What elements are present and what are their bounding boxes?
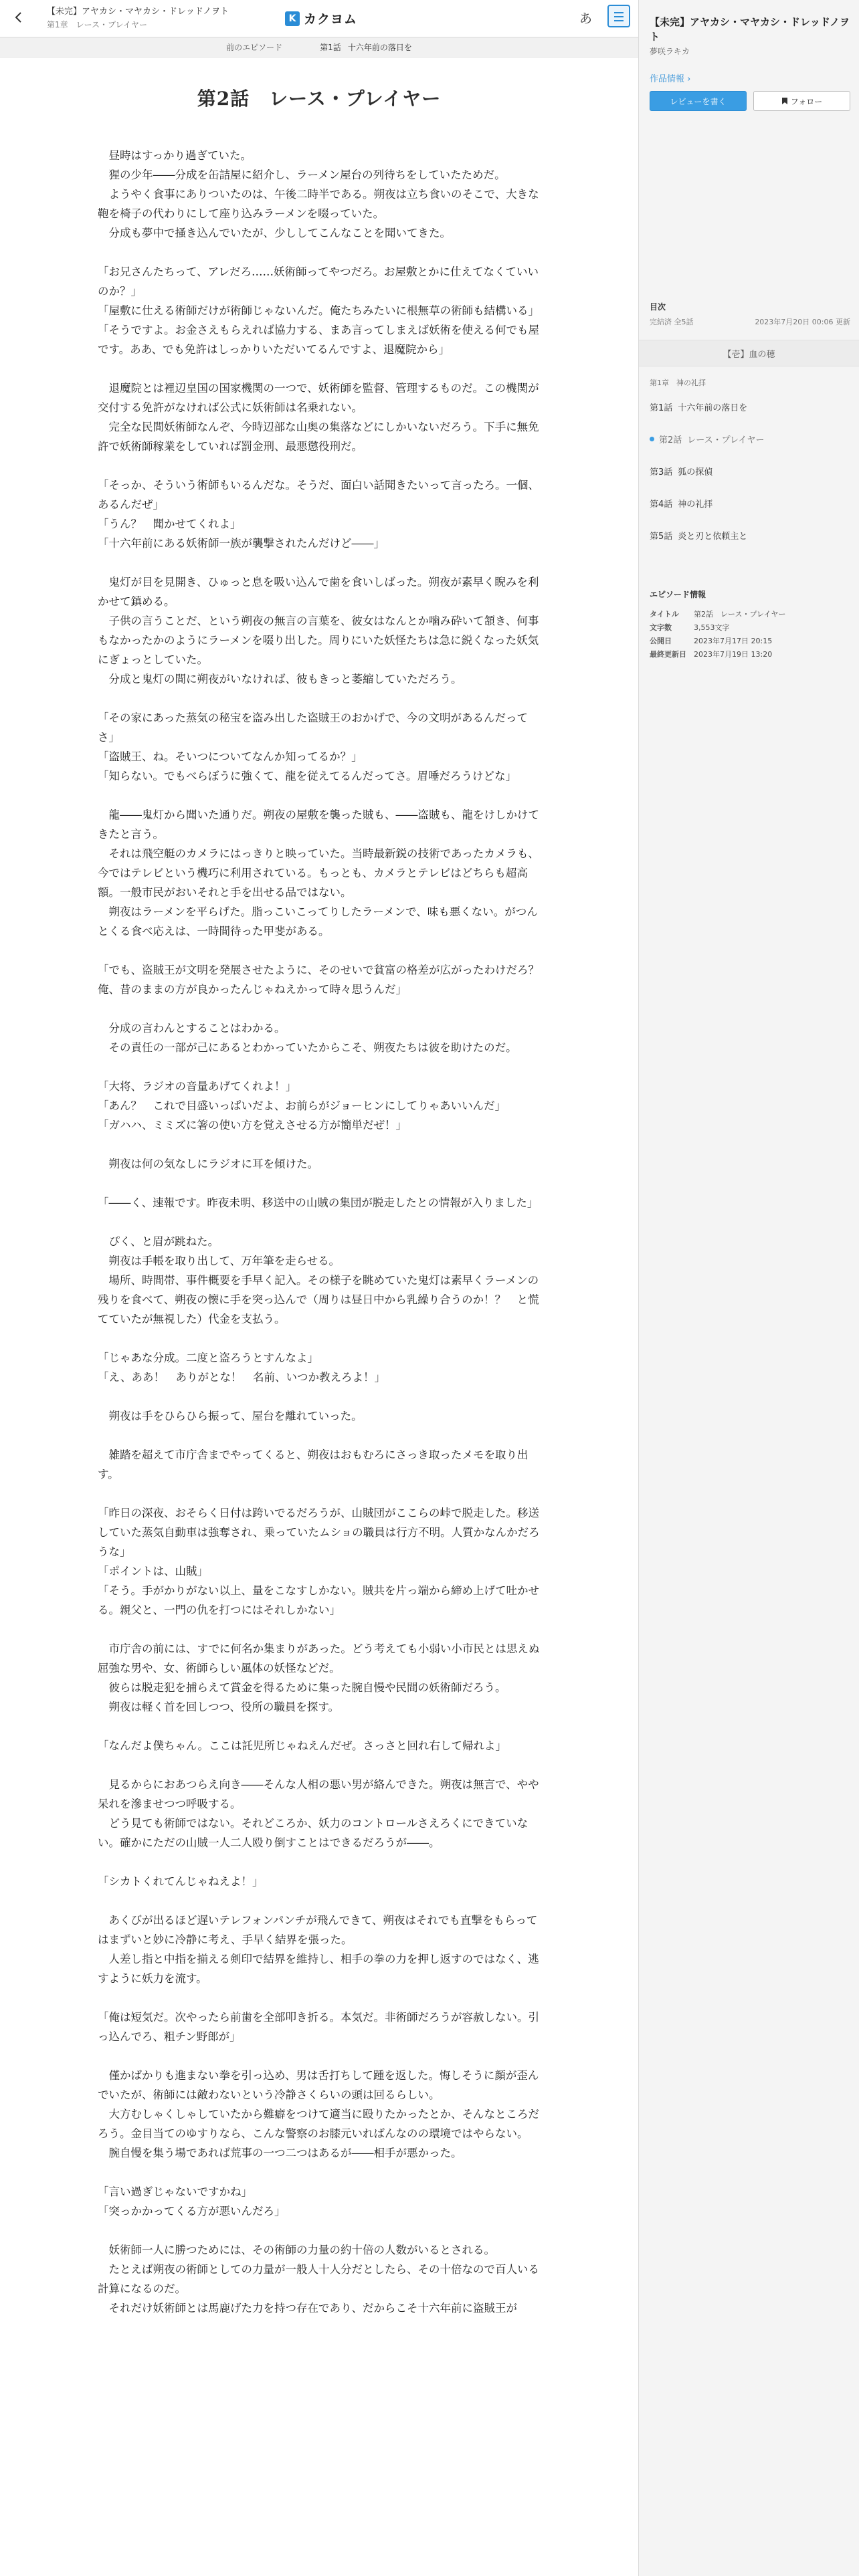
toc-updated: 2023年7月20日 00:06 更新 [755,318,850,326]
body-paragraph: 「俺は短気だ。次やったら前歯を全部叩き折る。本気だ。非術師だろうが容赦しない。引っ込んでろ、粗チン野郎が」 [98,2011,539,2043]
body-paragraph: 「昨日の深夜、おそらく日付は跨いでるだろうが、山賊団がここらの峠で脱走した。移送していた蒸気自動車は強奪され、乗っていたムショの職員は行方不明。人質かなんかだろうな」 [98,1507,540,1558]
toc-episode-list [639,391,859,551]
toc-episode-title: 神の礼拝 [678,499,713,510]
font-size-button[interactable]: あ [579,11,593,26]
current-episode-title: 十六年前の落日を [347,43,412,52]
logo-text: カクヨム [304,12,358,27]
toc-episode-num: 第1話 [650,403,673,413]
site-logo[interactable] [285,9,357,27]
menu-icon-bar [614,16,624,17]
body-paragraph: 彼らは脱走犯を捕らえて賞金を得るために集った腕自慢や民間の妖術師だろう。 [98,1681,506,1694]
episode-title: 第2話 レース・プレイヤー [197,88,442,110]
toc-episode-num: 第2話 [659,435,682,445]
body-paragraph: 「シカトくれてんじゃねえよ！」 [98,1875,264,1888]
body-paragraph: たとえば朔夜の術師としての力量が一般人十人分だとしたら、その十倍なので百人いる計算になるのだ。 [98,2263,539,2295]
work-info-label: 作品情報 [650,74,685,84]
current-episode-dot-icon [650,437,654,441]
toc-episode-num: 第5話 [650,531,673,542]
work-info-link[interactable] [650,72,850,84]
episode-info-value: 2023年7月19日 13:20 [694,650,773,659]
blank-line [98,941,541,960]
episode-info-value: 第2話 レース・プレイヤー [694,610,786,619]
toc-volume[interactable]: 【壱】血の穂 [639,340,859,366]
body-paragraph: 妖術師一人に勝つためには、その術師の力量の約十倍の人数がいるとされる。 [98,2244,495,2256]
episode-info-key: 最終更新日 [650,650,686,659]
blank-line [98,456,541,475]
blank-line [98,1057,541,1077]
toc-episode-item[interactable] [639,519,859,551]
episode-info-row [650,621,785,635]
body-paragraph: 「そっか、そういう術師もいるんだな。そうだ、面白い話聞きたいって言ったろ。一個、あるんだぜ」 [98,479,539,511]
toc-episode-title: レース・プレイヤー [687,435,765,445]
toc-heading: 目次 [650,302,666,312]
header-episode-label: 第1章 レース・プレイヤー [47,20,147,29]
prev-episode-link[interactable]: 前のエピソード [226,43,283,52]
toc-episode-title: 狐の探偵 [678,467,713,477]
blank-line [98,1212,541,1232]
blank-line [98,243,541,262]
blank-line [98,359,541,379]
body-paragraph: 鬼灯が目を見開き、ひゅっと息を吸い込んで歯を食いしばった。朔夜が素早く睨みを利かせて鎮める。 [98,576,539,608]
review-button-label: レビューを書く [670,96,727,106]
body-paragraph: 分成の言わんとすることはわかる。 [98,1022,286,1035]
body-paragraph: 「盗賊王、ね。そいつについてなんか知ってるか？」 [98,750,363,763]
body-paragraph: 大方むしゃくしゃしていたから難癖をつけて適当に殴りたかったとか、そんなところだろう。金目当てのゆすりなら、こんな警察のお膝元いればんなのの環境ではやらない。 [98,2108,539,2140]
body-paragraph: 「突っかかってくる方が悪いんだろ」 [98,2205,286,2218]
body-paragraph: 龍――鬼灯から聞いた通りだ。朔夜の屋敷を襲った賊も、――盗賊も、龍をけしかけてきたと言う。 [98,809,539,841]
episode-info-table [650,608,785,661]
body-paragraph: それだけ妖術師とは馬鹿げた力を持つ存在であり、だからこそ十六年前に盗賊王が [98,2302,517,2315]
body-paragraph: 完全な民間妖術師なんぞ、今時辺部な山奥の集落などにしかいないだろう。下手に無免許で妖術師稼業をしていれば罰金刑、最悪懲役刑だ。 [98,421,539,453]
body-paragraph: 「そう。手がかりがない以上、量をこなすしかない。賊共を片っ端から締め上げて吐かせる。親父と、一門の仇を打つにはそれしかない」 [98,1584,539,1616]
blank-line [98,786,541,805]
body-paragraph: 市庁舎の前には、すでに何名か集まりがあった。どう考えても小弱い小市民とは思えぬ屈強な男や、女、術師らしい風体の妖怪などだ。 [98,1642,540,1675]
sidebar-work [650,15,850,84]
body-paragraph: 猩の少年――分成を缶詰屋に紹介し、ラーメン屋台の列待ちをしていたためだ。 [98,169,506,181]
body-paragraph: 「十六年前にある妖術師一族が襲撃されたんだけど――」 [98,537,385,550]
toc-episode-title: 炎と刃と依頼主と [678,531,748,542]
body-paragraph: あくびが出るほど遅いテレフォンパンチが飛んできて、朔夜はそれでも直撃をもらってはまずいと妙に冷静に考え、手早く結界を張った。 [98,1914,538,1946]
toc-episode-title: 十六年前の落日を [678,403,748,413]
episode-info-value: 2023年7月17日 20:15 [694,637,773,645]
episode-body [98,146,551,2318]
episode-info [650,588,850,661]
episode-nav [0,37,638,58]
menu-icon-bar [614,12,624,13]
sidebar-actions [650,91,850,111]
blank-line [98,1135,541,1154]
menu-button[interactable] [607,5,630,27]
episode-info-row [650,648,785,661]
episode-info-key: 公開日 [650,637,672,645]
body-paragraph: 「え、ああ！ ありがとな！ 名前、いつか教えろよ！」 [98,1371,385,1384]
episode-info-value: 3,553文字 [694,623,730,632]
blank-line [98,1988,541,2008]
header-work-title[interactable]: 【未完】アヤカシ・マヤカシ・ドレッドノヲト [47,7,229,17]
body-paragraph: 場所、時間帯、事件概要を手早く記入。その様子を眺めていた鬼灯は素早くラーメンの残りを食べて、朔夜の懐に手を突っ込んで（周りは昼日中から乳繰り合うのか！？ と慌てていたが無視した）代金を支払う。 [98,1274,539,1325]
body-paragraph: ようやく食事にありついたのは、午後二時半である。朔夜は立ち食いのそこで、大きな鞄を椅子の代わりにして座り込みラーメンを啜っていた。 [98,188,539,220]
body-paragraph: 「大将、ラジオの音量あげてくれよ！」 [98,1080,296,1093]
body-paragraph: ぴく、と眉が跳ねた。 [98,1235,219,1248]
bookmark-icon [781,97,788,105]
body-paragraph: 退魔院とは裡辺皇国の国家機関の一つで、妖術師を監督、管理するものだ。この機関が交付する免許がなければ公式に妖術師は名乗れない。 [98,382,539,414]
sidebar-work-title[interactable]: 【未完】アヤカシ・マヤカシ・ドレッドノヲト [650,16,850,43]
logo-mark-icon: K [285,11,300,26]
header-title-block[interactable] [47,5,301,31]
blank-line [98,1852,541,1872]
toc-episode-item[interactable] [639,391,859,423]
toc-episode-item[interactable] [639,423,859,455]
body-paragraph: 腕自慢を集う場であれば荒事の一つ二つはあるが――相手が悪かった。 [98,2147,462,2159]
body-paragraph: 見るからにおあつらえ向き――そんな人相の悪い男が絡んできた。朔夜は無言で、やや呆れを滲ませつつ呼吸する。 [98,1778,539,1810]
follow-button-label: フォロー [790,96,823,106]
body-paragraph: 「なんだよ僕ちゃん。ここは託児所じゃねえんだぜ。さっさと回れ右して帰れよ」 [98,1739,506,1752]
body-paragraph: 朔夜は手帳を取り出して、万年筆を走らせる。 [98,1255,341,1267]
body-paragraph: 「うん？ 聞かせてくれよ」 [98,518,242,530]
body-paragraph: その責任の一部が己にあるとわかっていたからこそ、朔夜たちは彼を助けたのだ。 [98,1041,517,1054]
episode-info-key: 文字数 [650,623,672,632]
toc-meta [650,316,850,327]
body-paragraph: 昼時はすっかり過ぎていた。 [98,149,252,162]
chevron-right-icon: › [687,74,691,84]
body-paragraph: 「その家にあった蒸気の秘宝を盗み出した盗賊王のおかげで、今の文明があるんだってさ」 [98,712,529,744]
blank-line [98,999,541,1018]
body-paragraph: それは飛空艇のカメラにはっきりと映っていた。当時最新鋭の技術であったカメラも、今ではテレビという機巧に利用されている。もっとも、カメラとテレビはどちらも超高額。一般市民がおいそれと手を出せる品ではない。 [98,847,539,899]
blank-line [98,689,541,708]
current-episode-num: 第1話 [320,43,341,52]
blank-line [98,553,541,572]
blank-line [98,2046,541,2066]
blank-line [98,1891,541,1911]
blank-line [98,2221,541,2240]
body-paragraph: 雑踏を超えて市庁舎までやってくると、朔夜はおもむろにさっき取ったメモを取り出す。 [98,1448,529,1481]
blank-line [98,1484,541,1503]
body-paragraph: 朔夜はラーメンを平らげた。脂っこいこってりしたラーメンで、味も悪くない。がつんとくる食べ応えは、一時間待った甲斐がある。 [98,905,538,938]
body-paragraph: 分成と鬼灯の間に朔夜がいなければ、彼もきっと萎縮していただろう。 [98,673,462,685]
toc-status: 完結済 全5話 [650,318,694,326]
toc-episode-num: 第4話 [650,499,673,510]
body-paragraph: 「そうですよ。お金さえもらえれば協力する、まあ言ってしまえば妖術を使える何でも屋です。ああ、でも免許はしっかりいただいてるんですよ、退魔院から」 [98,324,539,356]
blank-line [98,1387,541,1406]
episode-main [0,58,638,2576]
body-paragraph: 子供の言うことだ、という朔夜の無言の言葉を、彼女はなんとか噛み砕いて頷き、何事もなかったかのようにラーメンを啜り出した。周りにいた妖怪たちは急に鋭くなった妖気にぎょっとしていた。 [98,615,539,666]
sidebar-author[interactable]: 夢咲ラキカ [650,47,690,56]
body-paragraph: 分成も夢中で掻き込んでいたが、少ししてこんなことを聞いてきた。 [98,227,451,239]
body-paragraph: 「言い過ぎじゃないですかね」 [98,2185,252,2198]
toc-episode-item[interactable] [639,487,859,519]
episode-info-row [650,635,785,648]
toc-header [650,301,850,327]
body-paragraph: 朔夜は何の気なしにラジオに耳を傾けた。 [98,1158,318,1170]
body-paragraph: 朔夜は手をひらひら振って、屋台を離れていった。 [98,1410,363,1422]
blank-line [98,1329,541,1348]
body-paragraph: 「ポイントは、山賊」 [98,1565,208,1578]
blank-line [98,1620,541,1639]
body-paragraph: 朔夜は軽く首を回しつつ、役所の職員を探す。 [98,1701,340,1713]
body-paragraph: 人差し指と中指を揃える剣印で結界を維持し、相手の拳の力を押し返すのではなく、逃すように妖力を流す。 [98,1953,539,1985]
current-episode-link[interactable] [320,41,412,53]
menu-icon-bar [614,20,624,21]
follow-button[interactable] [753,91,850,111]
sidebar [638,0,859,2576]
blank-line [98,1717,541,1736]
episode-info-key: タイトル [650,610,679,619]
body-paragraph: 「じゃあな分成。二度と盗ろうとすんなよ」 [98,1352,318,1364]
body-paragraph: 僅かばかりも進まない拳を引っ込め、男は舌打ちして踵を返した。悔しそうに顔が歪んでいたが、術師には敵わないという冷静さくらいの頭は回るらしい。 [98,2069,539,2101]
toc-episode-item[interactable] [639,455,859,487]
episode-info-heading: エピソード情報 [650,590,706,599]
blank-line [98,1755,541,1775]
body-paragraph: 「ガハハ、ミミズに箸の使い方を覚えさせる方が簡単だぜ！」 [98,1119,407,1132]
body-paragraph: 「お兄さんたちって、アレだろ……妖術師ってやつだろ。お屋敷とかに仕えてなくていいのか？」 [98,265,539,298]
body-paragraph: どう見ても術師ではない。それどころか、妖力のコントロールさえろくにできていない。確かにただの山賊一人二人殴り倒すことはできるだろうが――。 [98,1817,529,1849]
blank-line [98,1426,541,1445]
body-paragraph: 「でも、盗賊王が文明を発展させたように、そのせいで貧富の格差が広がったわけだろ？ 俺、昔のままの方が良かったんじゃねえかって時々思うんだ」 [98,964,551,996]
body-paragraph: 「知らない。でもべらぼうに強くて、龍を従えてるんだってさ。眉唾だろうけどな」 [98,770,517,782]
body-paragraph: 「――く、速報です。昨夜未明、移送中の山賊の集団が脱走したとの情報が入りました」 [98,1196,539,1209]
body-paragraph: 「あん？ これで目盛いっぱいだよ、お前らがジョーヒンにしてりゃあいいんだ」 [98,1099,506,1112]
blank-line [98,1174,541,1193]
back-arrow-icon[interactable] [11,9,27,25]
body-paragraph: 「屋敷に仕える術師だけが術師じゃないんだ。俺たちみたいに根無草の術師も結構いる」 [98,304,539,317]
blank-line [98,2163,541,2182]
toc-chapter: 第1章 神の礼拝 [650,379,706,387]
episode-info-row [650,608,785,621]
review-button[interactable] [650,91,747,111]
toc-episode-num: 第3話 [650,467,673,477]
